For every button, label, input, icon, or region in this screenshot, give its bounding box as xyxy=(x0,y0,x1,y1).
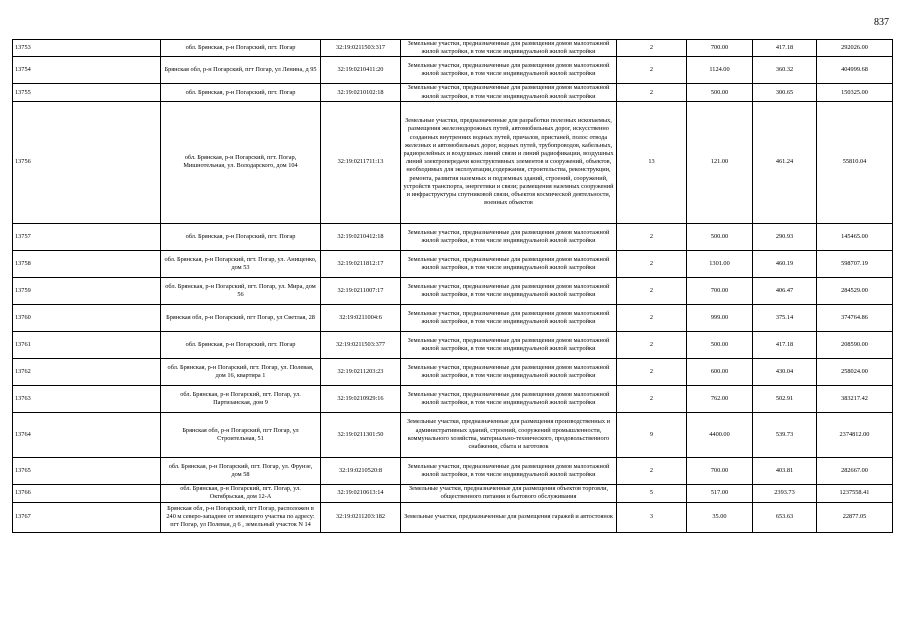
specific-value-cell: 2393.73 xyxy=(753,484,817,502)
row-number: 13763 xyxy=(13,385,161,412)
row-number: 13756 xyxy=(13,101,161,223)
specific-value-cell: 360.32 xyxy=(753,57,817,84)
cadastral-number-cell: 32:19:0211711:13 xyxy=(321,101,401,223)
row-number: 13753 xyxy=(13,40,161,57)
table-body xyxy=(13,40,893,533)
land-use-cell: Земельные участки, предназначенные для размещения домов малоэтажной жилой застройки, в том числе индивидуальной жилой застройки xyxy=(401,57,617,84)
cadastral-value-cell: 404999.68 xyxy=(817,57,893,84)
cadastral-number-cell: 32:19:0211004:6 xyxy=(321,304,401,331)
cadastral-number-cell: 32:19:0211203:23 xyxy=(321,358,401,385)
cadastral-number-cell: 32:19:0210520:8 xyxy=(321,457,401,484)
row-number: 13760 xyxy=(13,304,161,331)
area-cell: 700.00 xyxy=(687,457,753,484)
address-cell: обл. Брянская, р-н Погарский, пгт. Погар xyxy=(161,223,321,250)
row-number: 13757 xyxy=(13,223,161,250)
address-cell: обл. Брянская, р-н Погарский, пгт. Погар xyxy=(161,331,321,358)
area-cell: 500.00 xyxy=(687,223,753,250)
group-cell: 2 xyxy=(617,331,687,358)
land-use-cell: Земельные участки, предназначенные для размещения домов малоэтажной жилой застройки, в том числе индивидуальной жилой застройки xyxy=(401,223,617,250)
land-use-cell: Земельные участки, предназначенные для размещения домов малоэтажной жилой застройки, в том числе индивидуальной жилой застройки xyxy=(401,250,617,277)
table-row xyxy=(13,277,893,304)
address-cell: обл. Брянская, р-н Погарский, пгт. Погар, ул. Партизанская, дом 9 xyxy=(161,385,321,412)
page-number: 837 xyxy=(874,17,889,28)
cadastral-value-cell: 55810.04 xyxy=(817,101,893,223)
area-cell: 1124.00 xyxy=(687,57,753,84)
land-use-cell: Земельные участки, предназначенные для размещения объектов торговли, общественного питания и бытового обслуживания xyxy=(401,484,617,502)
cadastral-value-cell: 22877.05 xyxy=(817,502,893,532)
table-row xyxy=(13,223,893,250)
area-cell: 500.00 xyxy=(687,84,753,101)
cadastral-number-cell: 32:19:0211301:50 xyxy=(321,412,401,457)
group-cell: 2 xyxy=(617,57,687,84)
group-cell: 5 xyxy=(617,484,687,502)
specific-value-cell: 461.24 xyxy=(753,101,817,223)
cadastral-number-cell: 32:19:0210929:16 xyxy=(321,385,401,412)
area-cell: 35.00 xyxy=(687,502,753,532)
cadastral-number-cell: 32:19:0211503:377 xyxy=(321,331,401,358)
specific-value-cell: 406.47 xyxy=(753,277,817,304)
table-row xyxy=(13,40,893,57)
specific-value-cell: 653.63 xyxy=(753,502,817,532)
address-cell: Брянская обл, р-н Погарский, пгт Погар, ул Светлая, 28 xyxy=(161,304,321,331)
specific-value-cell: 290.93 xyxy=(753,223,817,250)
row-number: 13759 xyxy=(13,277,161,304)
land-use-cell: Земельные участки, предназначенные для размещения гаражей и автостоянок xyxy=(401,502,617,532)
specific-value-cell: 375.14 xyxy=(753,304,817,331)
row-number: 13761 xyxy=(13,331,161,358)
group-cell: 13 xyxy=(617,101,687,223)
cadastral-number-cell: 32:19:0211007:17 xyxy=(321,277,401,304)
land-use-cell: Земельные участки, предназначенные для размещения домов малоэтажной жилой застройки, в том числе индивидуальной жилой застройки xyxy=(401,304,617,331)
specific-value-cell: 417.18 xyxy=(753,40,817,57)
table-row xyxy=(13,101,893,223)
address-cell: обл. Брянская, р-н Погарский, пгт. Погар, ул. Мира, дом 56 xyxy=(161,277,321,304)
cadastral-value-cell: 2374812.00 xyxy=(817,412,893,457)
area-cell: 517.00 xyxy=(687,484,753,502)
table-row xyxy=(13,331,893,358)
specific-value-cell: 417.18 xyxy=(753,331,817,358)
cadastral-value-cell: 145465.00 xyxy=(817,223,893,250)
land-use-cell: Земельные участки, предназначенные для размещения домов малоэтажной жилой застройки, в том числе индивидуальной жилой застройки xyxy=(401,457,617,484)
row-number: 13758 xyxy=(13,250,161,277)
cadastral-value-cell: 292026.00 xyxy=(817,40,893,57)
area-cell: 700.00 xyxy=(687,40,753,57)
land-use-cell: Земельные участки, предназначенные для размещения производственных и административных зданий, строений, сооружений промышленности, коммунального хозяйства, материально-технического, продовольственного снабжения, сбыта и заготовок xyxy=(401,412,617,457)
specific-value-cell: 502.91 xyxy=(753,385,817,412)
cadastral-number-cell: 32:19:0210412:18 xyxy=(321,223,401,250)
address-cell: обл. Брянская, р-н Погарский, пгт. Погар, ул. Полевая, дом 16, квартира 1 xyxy=(161,358,321,385)
group-cell: 9 xyxy=(617,412,687,457)
area-cell: 762.00 xyxy=(687,385,753,412)
group-cell: 3 xyxy=(617,502,687,532)
group-cell: 2 xyxy=(617,304,687,331)
group-cell: 2 xyxy=(617,250,687,277)
table-row xyxy=(13,412,893,457)
cadastral-value-cell: 1237558.41 xyxy=(817,484,893,502)
row-number: 13755 xyxy=(13,84,161,101)
cadastral-value-cell: 374764.86 xyxy=(817,304,893,331)
address-cell: обл. Брянская, р-н Погарский, пгт. Погар, ул. Фрунзе, дом 58 xyxy=(161,457,321,484)
table-row xyxy=(13,304,893,331)
group-cell: 2 xyxy=(617,358,687,385)
cadastral-value-cell: 598707.19 xyxy=(817,250,893,277)
land-use-cell: Земельные участки, предназначенные для разработки полезных ископаемых, размещения железнодорожных путей, автомобильных дорог, искусственно созданных внутренних водных путей, причалов, пристаней, полос отвода железных и автомобильных дорог, водных путей, трубопроводов, кабельных, радиорелейных и воздушных линий связи и линий радиофикации, воздушных линий электропередачи конструктивных элементов и сооружений, объектов, необходимых для эксплуатации,содержания, строительства, реконструкции, ремонта, развития наземных и подземных зданий, строений, сооружений, устройств транспорта, энергетики и связи; размещения наземных сооружений и инфраструктуры спутниковой связи, объектов космической деятельности, военных объектов xyxy=(401,101,617,223)
cadastral-number-cell: 32:19:0210102:18 xyxy=(321,84,401,101)
land-use-cell: Земельные участки, предназначенные для размещения домов малоэтажной жилой застройки, в том числе индивидуальной жилой застройки xyxy=(401,84,617,101)
cadastral-value-cell: 284529.00 xyxy=(817,277,893,304)
land-use-cell: Земельные участки, предназначенные для размещения домов малоэтажной жилой застройки, в том числе индивидуальной жилой застройки xyxy=(401,277,617,304)
cadastral-number-cell: 32:19:0211503:317 xyxy=(321,40,401,57)
address-cell: обл. Брянская, р-н Погарский, пгт. Погар, ул. Октябрьская, дом 12-А xyxy=(161,484,321,502)
cadastral-value-cell: 150325.00 xyxy=(817,84,893,101)
area-cell: 700.00 xyxy=(687,277,753,304)
address-cell: обл. Брянская, р-н Погарский, пгт. Погар xyxy=(161,84,321,101)
table-row xyxy=(13,502,893,532)
table-row xyxy=(13,484,893,502)
specific-value-cell: 430.04 xyxy=(753,358,817,385)
cadastral-value-cell: 208590.00 xyxy=(817,331,893,358)
cadastral-value-cell: 258024.00 xyxy=(817,358,893,385)
land-use-cell: Земельные участки, предназначенные для размещения домов малоэтажной жилой застройки, в том числе индивидуальной жилой застройки xyxy=(401,40,617,57)
specific-value-cell: 460.19 xyxy=(753,250,817,277)
table-row xyxy=(13,84,893,101)
area-cell: 500.00 xyxy=(687,331,753,358)
address-cell: обл. Брянская, р-н Погарский, пгт. Погар, Мишнотельная, ул. Володарского, дом 104 xyxy=(161,101,321,223)
group-cell: 2 xyxy=(617,84,687,101)
cadastral-number-cell: 32:19:0211203:182 xyxy=(321,502,401,532)
address-cell: обл. Брянская, р-н Погарский, пгт. Погар, ул. Анищенко, дом 53 xyxy=(161,250,321,277)
cadastral-value-table xyxy=(12,39,893,533)
table-row xyxy=(13,250,893,277)
area-cell: 121.00 xyxy=(687,101,753,223)
cadastral-number-cell: 32:19:0211812:17 xyxy=(321,250,401,277)
row-number: 13766 xyxy=(13,484,161,502)
row-number: 13754 xyxy=(13,57,161,84)
table-row xyxy=(13,457,893,484)
address-cell: обл. Брянская, р-н Погарский, пгт. Погар xyxy=(161,40,321,57)
address-cell: Брянская обл, р-н Погарский, пгт Погар, ул Ленина, д 95 xyxy=(161,57,321,84)
cadastral-number-cell: 32:19:0210613:14 xyxy=(321,484,401,502)
cadastral-number-cell: 32:19:0210411:20 xyxy=(321,57,401,84)
area-cell: 999.00 xyxy=(687,304,753,331)
row-number: 13767 xyxy=(13,502,161,532)
table-row xyxy=(13,57,893,84)
group-cell: 2 xyxy=(617,457,687,484)
area-cell: 1301.00 xyxy=(687,250,753,277)
row-number: 13764 xyxy=(13,412,161,457)
land-use-cell: Земельные участки, предназначенные для размещения домов малоэтажной жилой застройки, в том числе индивидуальной жилой застройки xyxy=(401,385,617,412)
specific-value-cell: 539.73 xyxy=(753,412,817,457)
area-cell: 600.00 xyxy=(687,358,753,385)
group-cell: 2 xyxy=(617,385,687,412)
address-cell: Брянская обл, р-н Погарский, пгт Погар, расположен в 240 м северо-западнее от имеющего участка по адресу: пгт Погар, ул Полевая, д 6 , земельный участок N 14 xyxy=(161,502,321,532)
cadastral-value-cell: 383217.42 xyxy=(817,385,893,412)
group-cell: 2 xyxy=(617,277,687,304)
table-row xyxy=(13,358,893,385)
specific-value-cell: 300.65 xyxy=(753,84,817,101)
cadastral-value-cell: 282667.00 xyxy=(817,457,893,484)
group-cell: 2 xyxy=(617,40,687,57)
address-cell: Брянская обл, р-н Погарский, пгт Погар, ул Строительная, 51 xyxy=(161,412,321,457)
land-use-cell: Земельные участки, предназначенные для размещения домов малоэтажной жилой застройки, в том числе индивидуальной жилой застройки xyxy=(401,358,617,385)
specific-value-cell: 403.81 xyxy=(753,457,817,484)
area-cell: 4400.00 xyxy=(687,412,753,457)
row-number: 13765 xyxy=(13,457,161,484)
land-use-cell: Земельные участки, предназначенные для размещения домов малоэтажной жилой застройки, в том числе индивидуальной жилой застройки xyxy=(401,331,617,358)
group-cell: 2 xyxy=(617,223,687,250)
table-row xyxy=(13,385,893,412)
row-number: 13762 xyxy=(13,358,161,385)
